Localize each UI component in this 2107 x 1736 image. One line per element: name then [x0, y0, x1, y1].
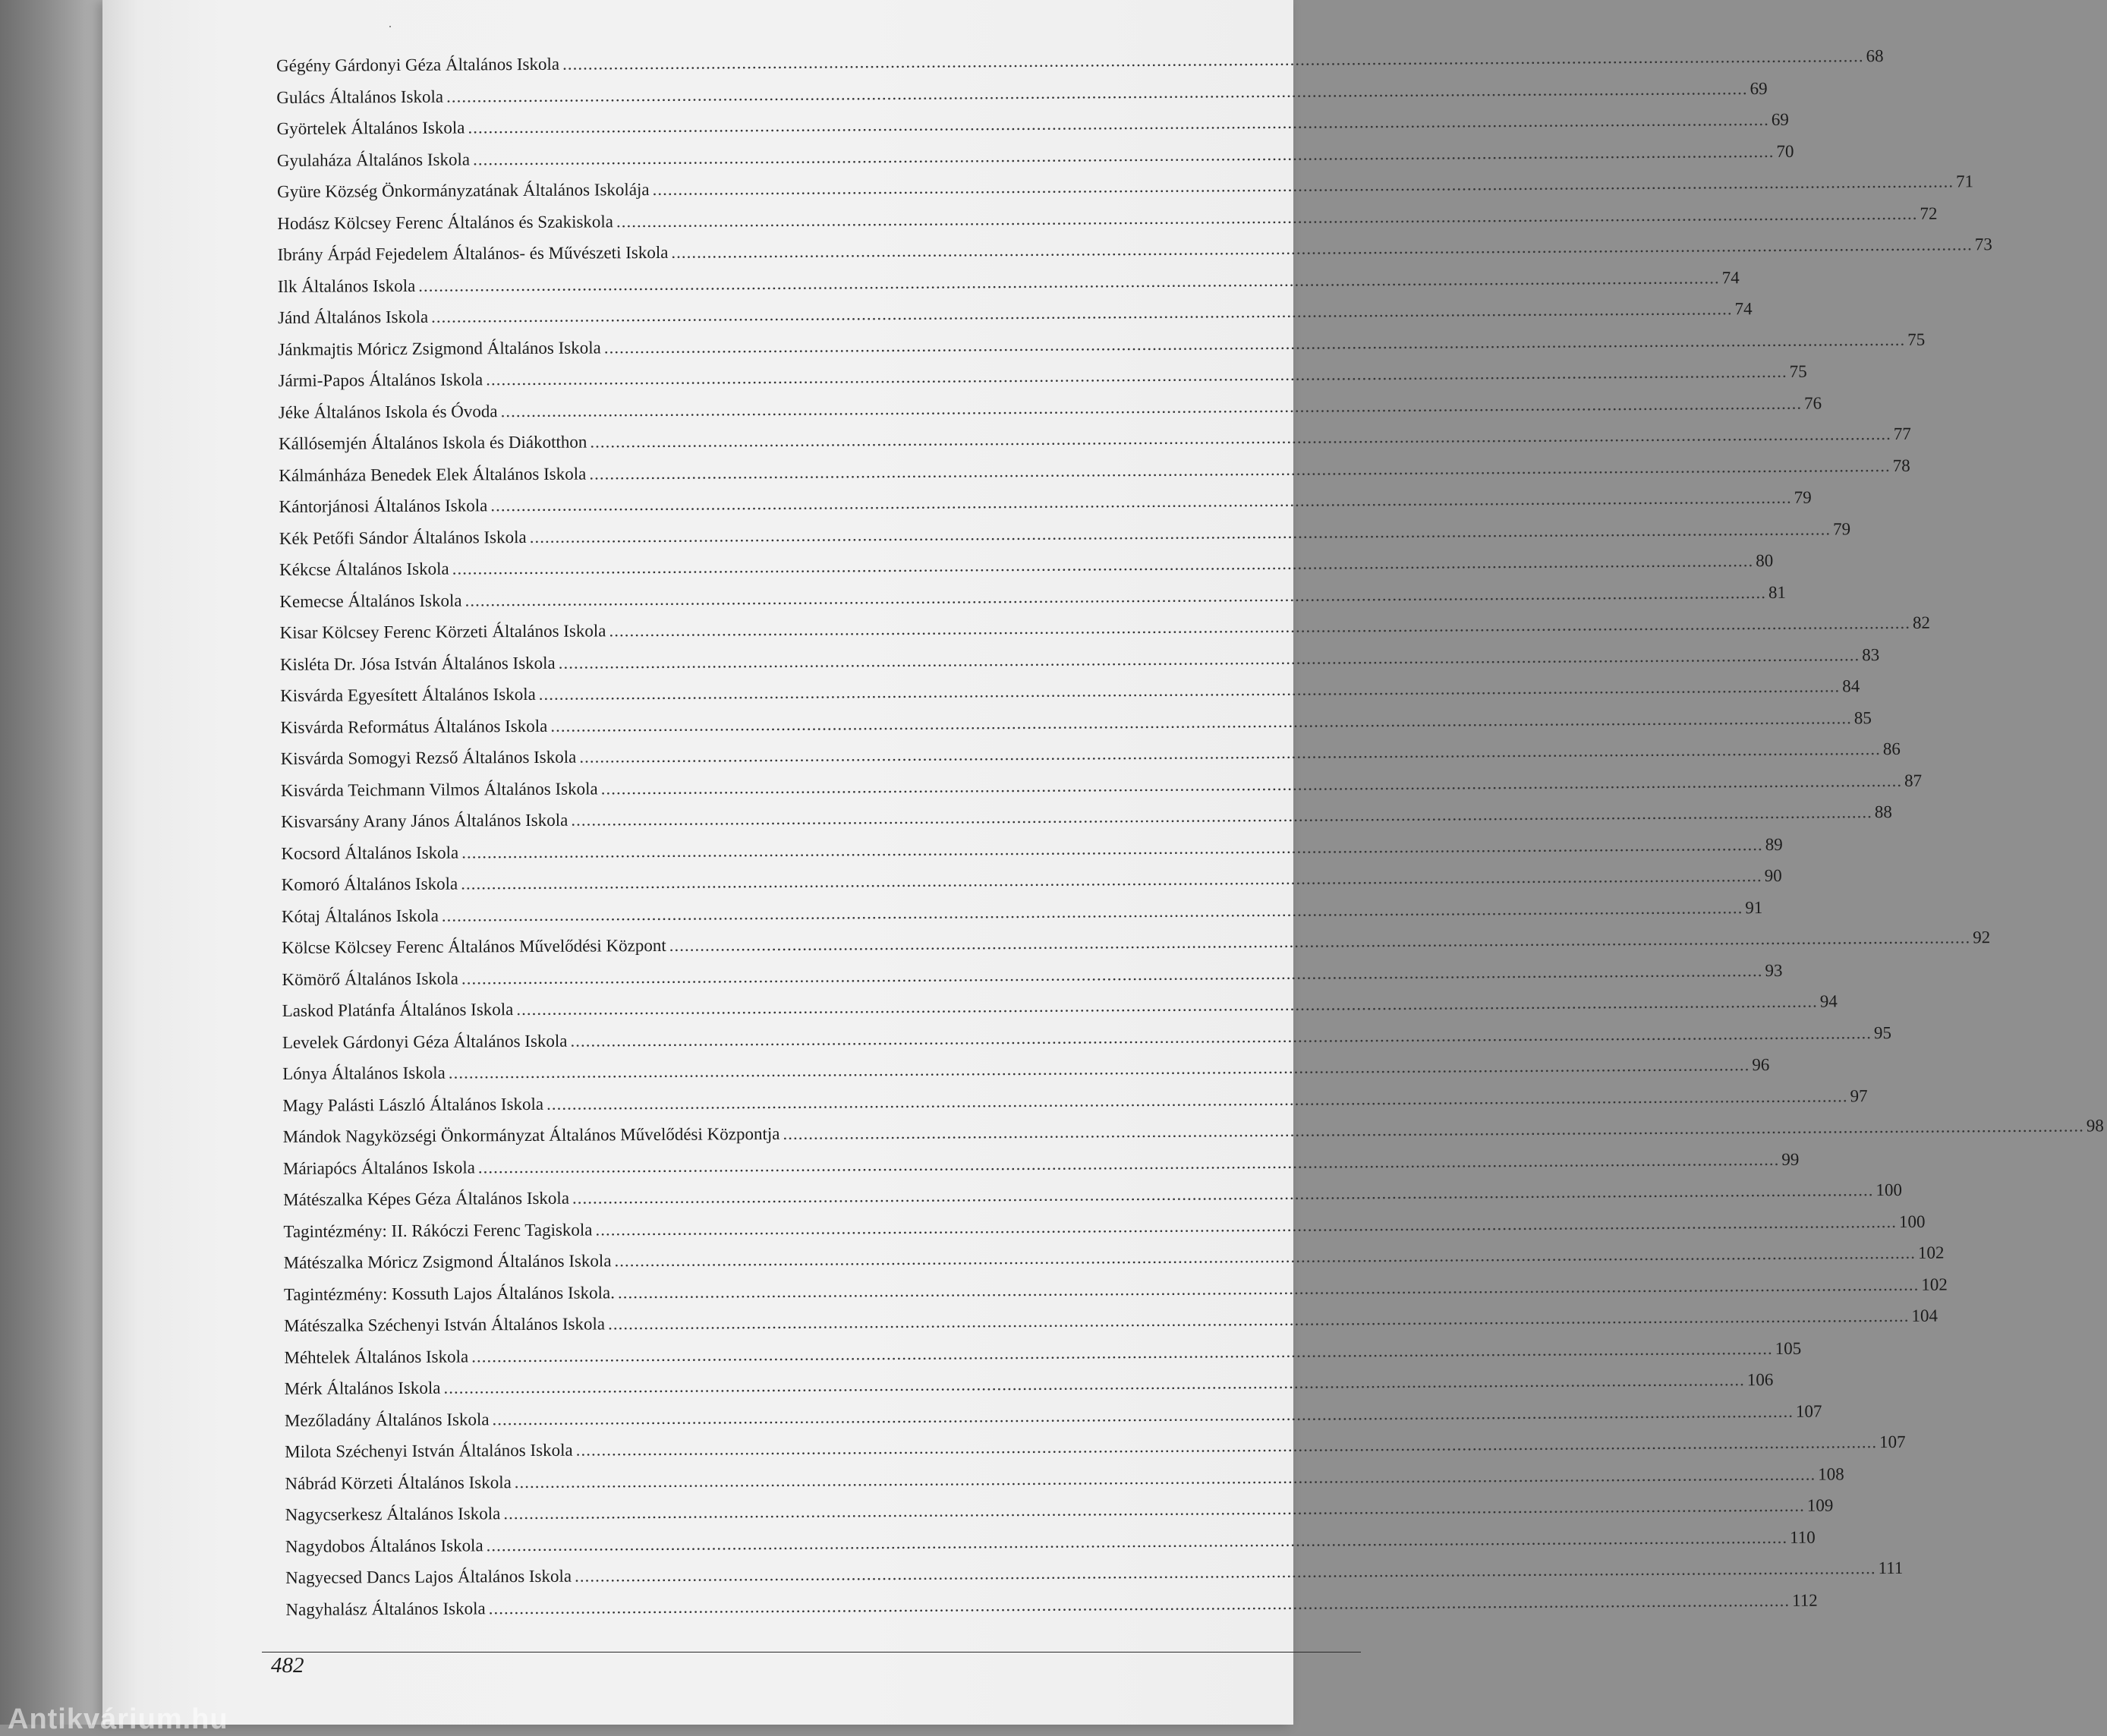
toc-entry-title: Kocsord Általános Iskola: [281, 843, 459, 863]
toc-entry: [285, 1590, 1818, 1631]
toc-entry-title: Kölcse Kölcsey Ferenc Általános Művelődési Központ: [282, 935, 666, 957]
toc-entry-page: 105: [1775, 1338, 1802, 1358]
toc-entry-title: Gégény Gárdonyi Géza Általános Iskola: [276, 54, 560, 75]
toc-entry-page: 83: [1862, 644, 1880, 664]
toc-entry-title: Kállósemjén Általános Iskola és Diákotthon: [279, 432, 587, 453]
toc-entry-page: 106: [1746, 1369, 1774, 1390]
toc-entry-page: 74: [1734, 299, 1753, 319]
toc-entry-title: Mándok Nagyközségi Önkormányzat Általános Művelődési Központja: [282, 1123, 780, 1146]
book-page: [102, 0, 2104, 1725]
toc-entry-page: 89: [1765, 834, 1783, 854]
toc-entry-page: 70: [1776, 141, 1794, 161]
toc-entry-title: Kisvárda Somogyi Rezső Általános Iskola: [280, 747, 577, 768]
toc-entry-title: Mezőladány Általános Iskola: [284, 1409, 490, 1430]
toc-entry-title: Nagycserkesz Általános Iskola: [285, 1504, 501, 1524]
toc-entry-page: 95: [1873, 1022, 1892, 1042]
toc-entry-page: 100: [1876, 1180, 1903, 1200]
toc-entry-title: Mátészalka Móricz Zsigmond Általános Iskola: [283, 1251, 612, 1272]
toc-entry-title: Nagydobos Általános Iskola: [285, 1535, 483, 1556]
toc-entry-title: Laskod Platánfa Általános Iskola: [282, 1000, 514, 1020]
toc-entry-title: Kisvarsány Arany János Általános Iskola: [281, 810, 568, 831]
toc-entry-page: 84: [1842, 676, 1860, 696]
toc-entry-page: 100: [1898, 1211, 1926, 1231]
dot-leader: [562, 46, 1864, 74]
toc-entry-page: 69: [1750, 78, 1768, 98]
toc-entry-title: Kántorjánosi Általános Iskola: [279, 496, 488, 516]
toc-entry-page: 97: [1850, 1085, 1868, 1105]
toc-entry-title: Kisvárda Református Általános Iskola: [280, 716, 548, 737]
toc-entry-page: 77: [1893, 424, 1911, 443]
toc-entry-page: 109: [1806, 1495, 1834, 1515]
toc-entry-page: 76: [1803, 393, 1822, 413]
toc-entry-page: 85: [1853, 707, 1872, 727]
toc-entry-page: 81: [1768, 582, 1787, 602]
toc-entry-page: 108: [1818, 1463, 1844, 1484]
toc-entry-page: 68: [1866, 46, 1884, 66]
toc-entry-title: Magy Palásti László Általános Iskola: [282, 1094, 544, 1115]
toc-entry-title: Nagyhalász Általános Iskola: [285, 1598, 486, 1619]
toc-entry-title: Kömörő Általános Iskola: [282, 969, 459, 989]
toc-entry-title: Milota Széchenyi István Általános Iskola: [285, 1440, 573, 1461]
watermark-text: Antikvárium.hu: [8, 1703, 228, 1735]
toc-entry-title: Györtelek Általános Iskola: [276, 118, 465, 138]
toc-entry-page: 75: [1789, 361, 1807, 381]
toc-entry-page: 93: [1765, 960, 1783, 980]
toc-entry-title: Komoró Általános Iskola: [281, 874, 458, 894]
toc-entry-title: Kemecse Általános Iskola: [279, 591, 462, 611]
toc-entry-title: Jánkmajtis Móricz Zsigmond Általános Iskola: [278, 337, 601, 359]
toc-entry-title: Nábrád Körzeti Általános Iskola: [285, 1472, 512, 1493]
toc-entry-title: Ilk Általános Iskola: [277, 276, 416, 296]
toc-entry-title: Tagintézmény: Kossuth Lajos Általános Iskola.: [283, 1282, 615, 1304]
toc-entry-page: 92: [1973, 928, 1991, 947]
toc-entry-title: Gyüre Község Önkormányzatának Általános Iskolája: [277, 180, 650, 201]
page-number: 482: [271, 1653, 304, 1678]
toc-entry-page: 90: [1764, 865, 1782, 886]
toc-entry-title: Jéke Általános Iskola és Óvoda: [278, 401, 498, 422]
toc-entry-page: 73: [1974, 235, 1992, 254]
toc-entry-title: Nagyecsed Dancs Lajos Általános Iskola: [285, 1566, 572, 1587]
toc-entry-title: Levelek Gárdonyi Géza Általános Iskola: [282, 1031, 568, 1052]
toc-entry-page: 71: [1955, 172, 1974, 191]
toc-entry-page: 99: [1781, 1149, 1800, 1169]
toc-entry-page: 112: [1792, 1590, 1818, 1610]
toc-entry-page: 80: [1756, 550, 1774, 571]
toc-entry-page: 75: [1907, 329, 1926, 349]
toc-entry-title: Kék Petőfi Sándor Általános Iskola: [279, 527, 527, 548]
toc-entry-title: Jánd Általános Iskola: [278, 307, 429, 327]
footer-rule: [262, 1652, 1361, 1653]
toc-entry-title: Hodász Kölcsey Ferenc Általános és Szakiskola: [277, 211, 614, 233]
toc-entry-title: Kisléta Dr. Jósa István Általános Iskola: [279, 653, 556, 674]
toc-entry-page: 104: [1911, 1306, 1939, 1325]
toc-entry-title: Kótaj Általános Iskola: [281, 906, 439, 926]
toc-entry-page: 98: [2086, 1116, 2104, 1136]
toc-entry-page: 107: [1879, 1432, 1906, 1452]
toc-entry-title: Ibrány Árpád Fejedelem Általános- és Művészeti Iskola: [277, 242, 669, 264]
table-of-contents: [276, 46, 2104, 1631]
toc-entry-page: 87: [1904, 770, 1923, 790]
toc-entry-title: Kisvárda Egyesített Általános Iskola: [280, 684, 536, 705]
toc-entry-title: Gyulaháza Általános Iskola: [276, 149, 471, 170]
paper-speck: [389, 26, 391, 27]
toc-entry-title: Tagintézmény: II. Rákóczi Ferenc Tagiskola: [283, 1219, 593, 1241]
toc-entry-page: 79: [1833, 518, 1851, 538]
toc-entry-page: 91: [1745, 897, 1763, 917]
toc-entry-title: Jármi-Papos Általános Iskola: [278, 370, 483, 390]
book-binding-shadow: [0, 0, 114, 1725]
toc-entry-page: 69: [1771, 109, 1789, 129]
toc-entry-title: Mátészalka Széchenyi István Általános Iskola: [284, 1314, 606, 1335]
toc-entry-title: Mérk Általános Iskola: [284, 1378, 441, 1398]
toc-entry-title: Kálmánháza Benedek Elek Általános Iskola: [279, 464, 587, 485]
toc-entry-page: 79: [1794, 487, 1812, 507]
toc-entry-page: 102: [1917, 1243, 1945, 1262]
toc-entry-title: Kisar Kölcsey Ferenc Körzeti Általános Iskola: [279, 621, 606, 642]
toc-entry-title: Méhtelek Általános Iskola: [284, 1346, 469, 1367]
toc-entry-title: Kisvárda Teichmann Vilmos Általános Iskola: [280, 778, 598, 800]
toc-entry-title: Mátészalka Képes Géza Általános Iskola: [283, 1188, 570, 1209]
toc-entry-page: 94: [1819, 991, 1838, 1011]
toc-entry-page: 111: [1878, 1558, 1904, 1578]
toc-entry-page: 110: [1790, 1527, 1816, 1547]
toc-entry-page: 74: [1721, 267, 1740, 287]
toc-entry-page: 102: [1921, 1274, 1948, 1294]
toc-entry-page: 78: [1892, 455, 1910, 475]
toc-entry-page: 86: [1882, 739, 1901, 759]
toc-entry-page: 72: [1920, 203, 1938, 223]
toc-entry-page: 96: [1752, 1055, 1770, 1075]
toc-entry-page: 82: [1912, 613, 1931, 632]
toc-entry-title: Lónya Általános Iskola: [282, 1063, 446, 1083]
toc-entry-page: 88: [1874, 802, 1892, 822]
toc-entry-page: 107: [1795, 1401, 1822, 1421]
toc-entry-title: Máriapócs Általános Iskola: [282, 1157, 475, 1178]
toc-entry-title: Gulács Általános Iskola: [276, 87, 444, 107]
toc-entry-title: Kékcse Általános Iskola: [279, 559, 449, 579]
